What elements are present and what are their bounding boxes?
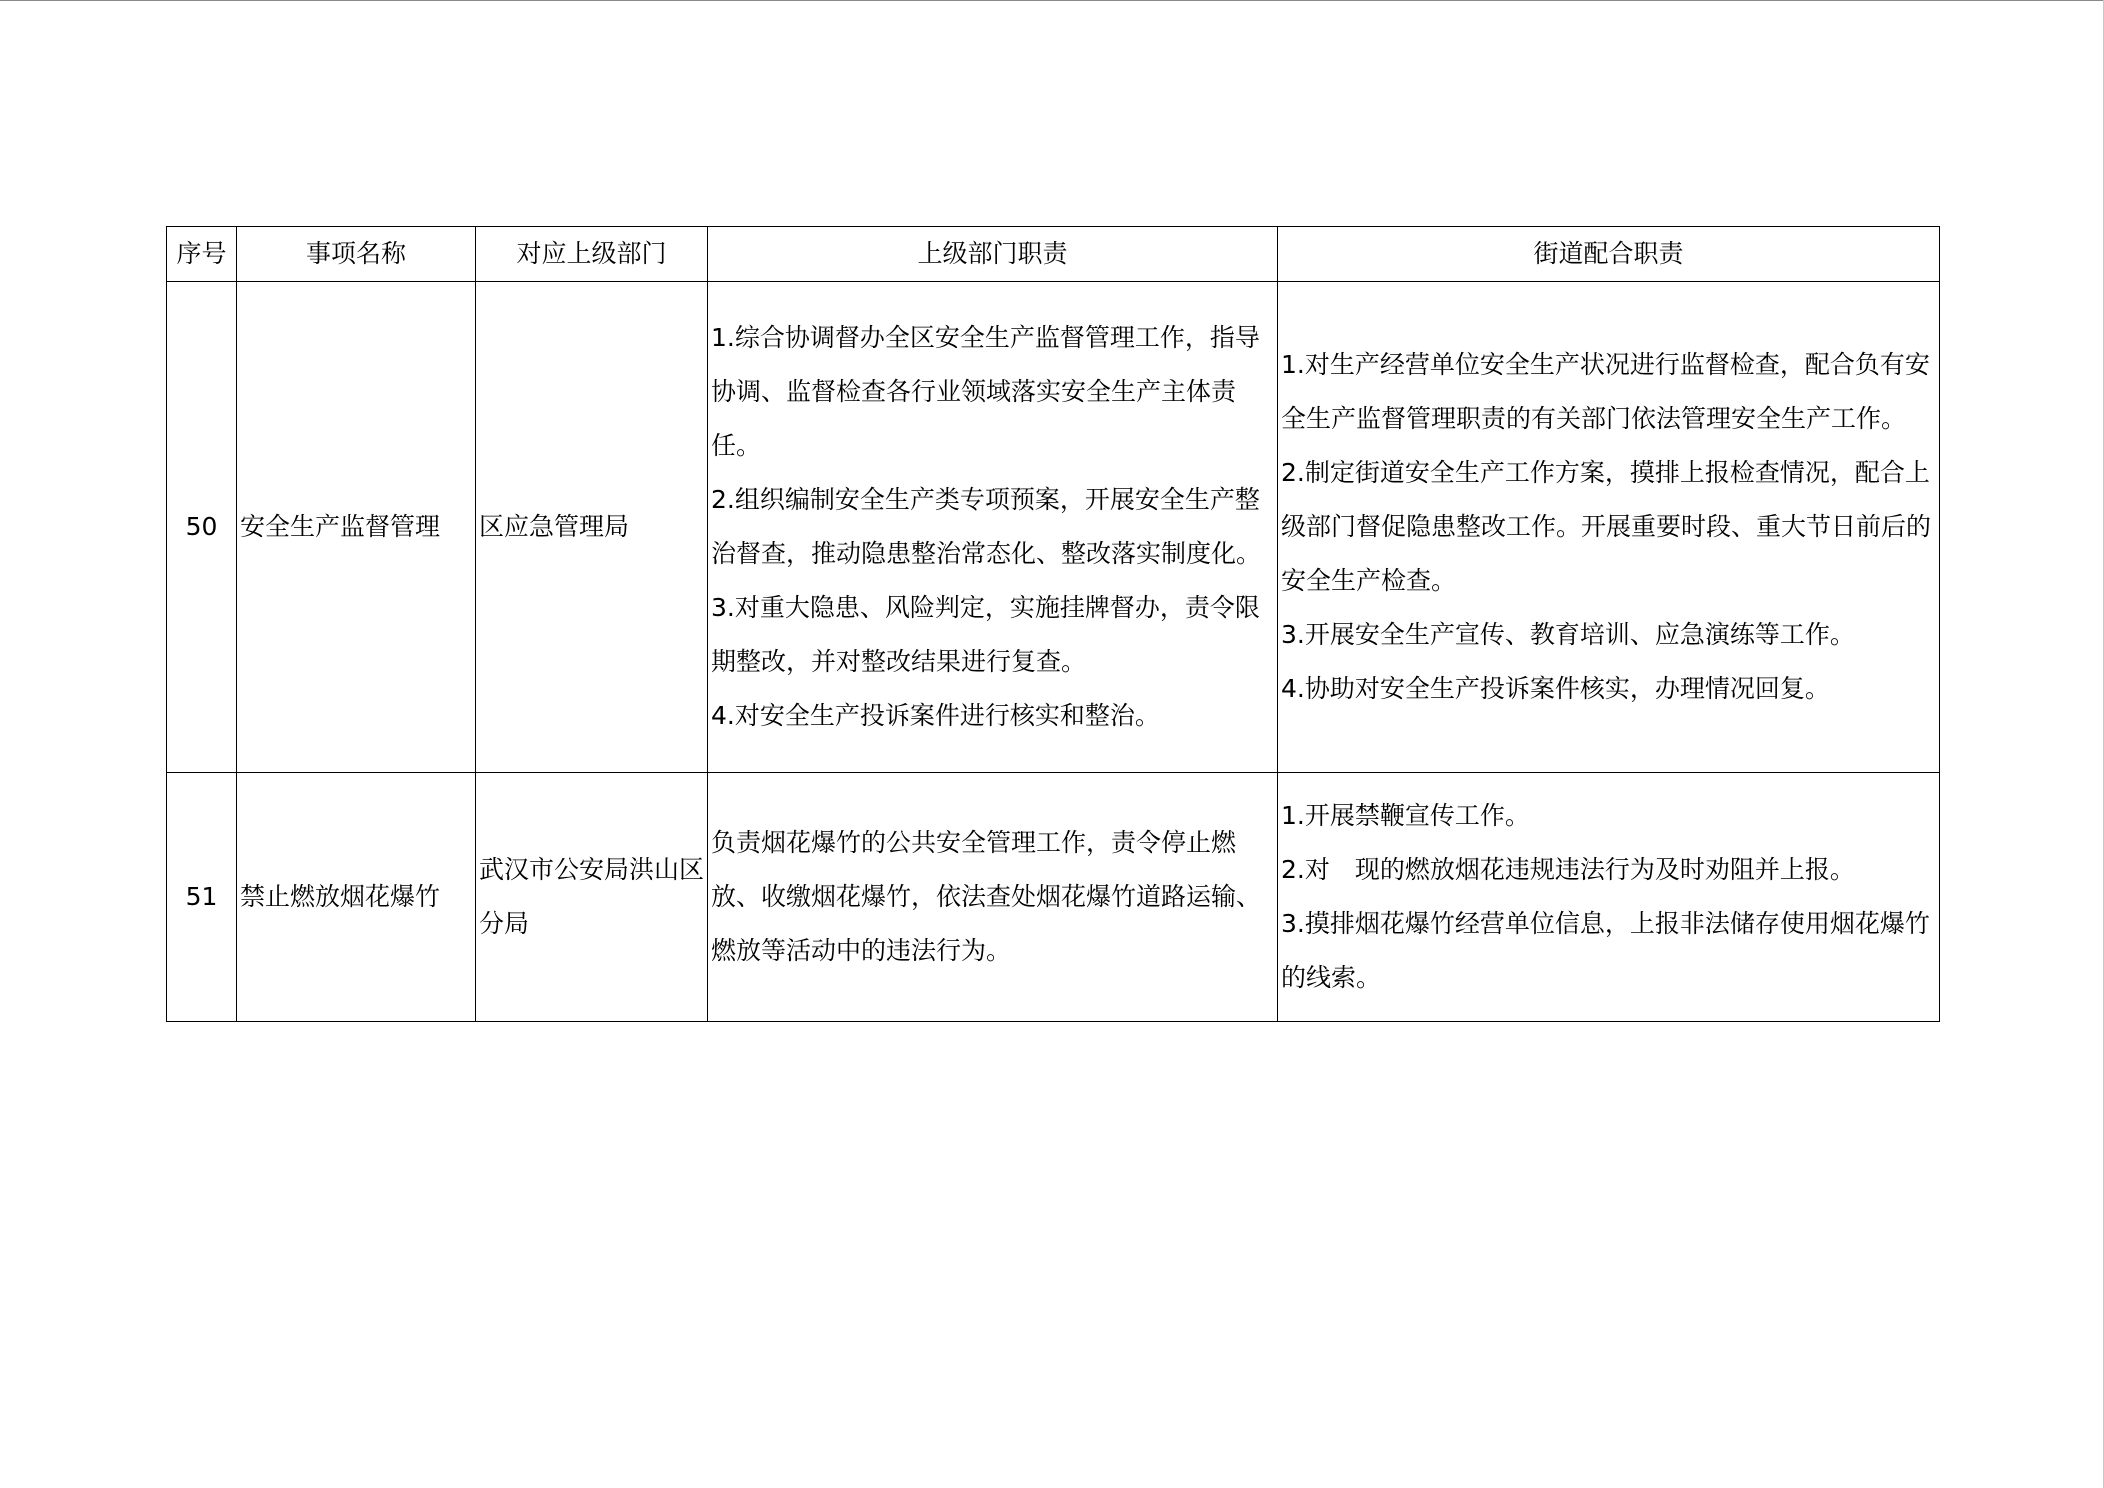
- row-item-name: 安全生产监督管理: [237, 282, 476, 773]
- header-street-duties: 街道配合职责: [1278, 227, 1940, 282]
- duty-line: 负责烟花爆竹的公共安全管理工作，责令停止燃放、收缴烟花爆竹，依法查处烟花爆竹道路运输、燃放等活动中的违法行为。: [711, 828, 1262, 965]
- row-street-duties: [1278, 773, 1940, 1022]
- table-row: [167, 282, 1940, 773]
- duty-line: 3.对重大隐患、风险判定，实施挂牌督办，责令限期整改，并对整改结果进行复查。: [711, 593, 1260, 676]
- row-item-name: 禁止燃放烟花爆竹: [237, 773, 476, 1022]
- duty-line: 2.对 现的燃放烟花违规违法行为及时劝阻并上报。: [1281, 855, 1855, 884]
- header-upper-dept: 对应上级部门: [476, 227, 708, 282]
- row-upper-dept: 区应急管理局: [476, 282, 708, 773]
- row-street-duties: [1278, 282, 1940, 773]
- row-seq: 50: [167, 282, 237, 773]
- row-upper-duties: [708, 282, 1278, 773]
- page-top-edge: [0, 0, 2104, 1]
- duty-line: 4.对安全生产投诉案件进行核实和整治。: [711, 701, 1160, 730]
- header-item-name: 事项名称: [237, 227, 476, 282]
- header-upper-duties: 上级部门职责: [708, 227, 1278, 282]
- duty-table: [166, 226, 1940, 1022]
- row-seq: 51: [167, 773, 237, 1022]
- duty-line: 2.组织编制安全生产类专项预案，开展安全生产整治督查，推动隐患整治常态化、整改落实制度化。: [711, 485, 1262, 568]
- duty-line: 1.开展禁鞭宣传工作。: [1281, 801, 1530, 830]
- row-upper-dept: 武汉市公安局洪山区分局: [476, 773, 708, 1022]
- header-seq: 序号: [167, 227, 237, 282]
- duty-line: 4.协助对安全生产投诉案件核实，办理情况回复。: [1281, 674, 1830, 703]
- duty-line: 1.综合协调督办全区安全生产监督管理工作，指导协调、监督检查各行业领域落实安全生产主体责任。: [711, 323, 1260, 460]
- duty-line: 3.摸排烟花爆竹经营单位信息，上报非法储存使用烟花爆竹的线索。: [1281, 909, 1930, 992]
- duty-line: 2.制定街道安全生产工作方案，摸排上报检查情况，配合上级部门督促隐患整改工作。开展重要时段、重大节日前后的安全生产检查。: [1281, 458, 1932, 595]
- row-upper-duties: [708, 773, 1278, 1022]
- duty-line: 3.开展安全生产宣传、教育培训、应急演练等工作。: [1281, 620, 1855, 649]
- header-row: [167, 227, 1940, 282]
- table-row: [167, 773, 1940, 1022]
- duty-line: 1.对生产经营单位安全生产状况进行监督检查，配合负有安全生产监督管理职责的有关部门依法管理安全生产工作。: [1281, 350, 1930, 433]
